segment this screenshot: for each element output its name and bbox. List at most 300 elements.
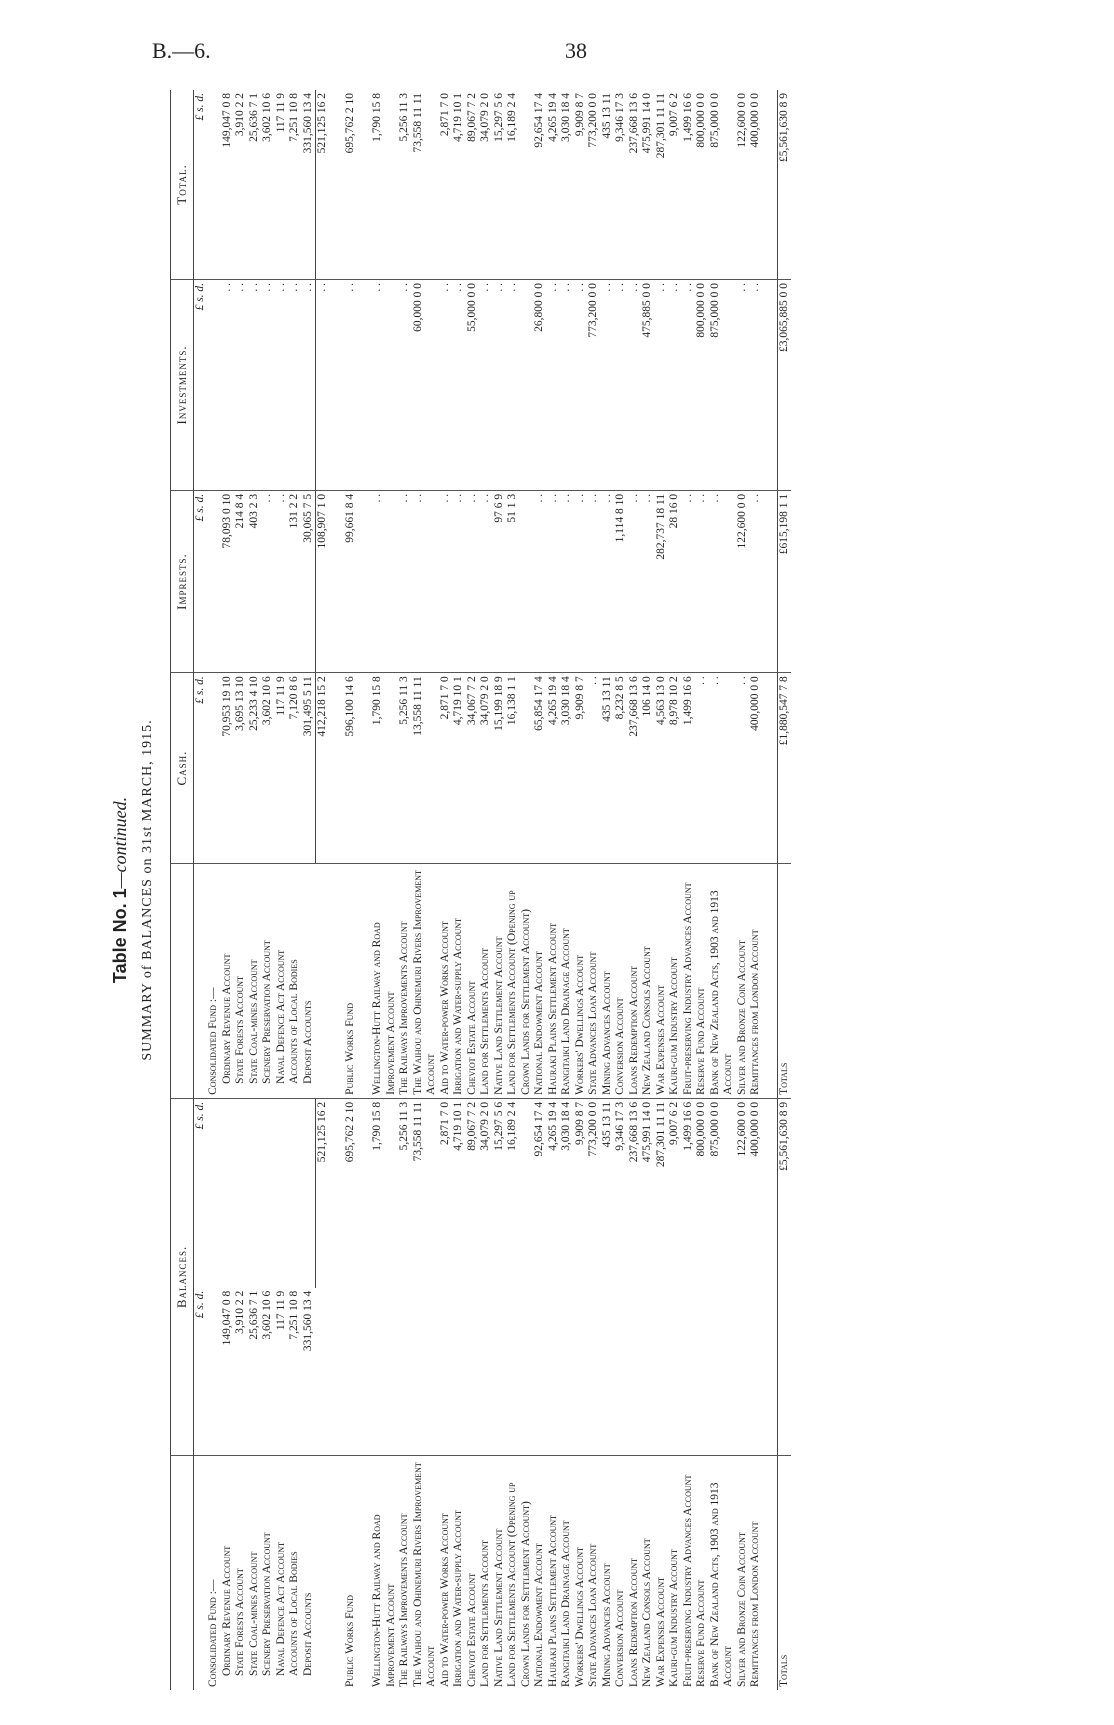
- page-section-code: B.—6.: [152, 38, 211, 63]
- account-name-repeat: Ordinary Revenue Account: [221, 863, 235, 1098]
- balance-amount: 400,000 0 0: [749, 1101, 761, 1157]
- blank: [357, 863, 371, 1098]
- blank: [357, 1456, 371, 1691]
- cash-amount: . .: [736, 673, 750, 864]
- investment-amount: . .: [261, 279, 275, 490]
- investment-amount: . .: [655, 279, 669, 490]
- account-row: [493, 90, 507, 1690]
- units-label: [193, 863, 207, 1098]
- account-name-repeat: Fruit-preserving Industry Advances Account: [682, 863, 696, 1098]
- blank: [763, 673, 778, 864]
- imprest-amount: . .: [371, 490, 398, 672]
- account-name: The Railways Improvements Account: [398, 1513, 410, 1687]
- imprest-amount: . .: [601, 490, 615, 672]
- inner-amount: [709, 1288, 736, 1456]
- investment-amount: 875,000 0 0: [709, 279, 736, 490]
- account-row: [371, 90, 398, 1690]
- account-name: State Advances Loan Account: [587, 1543, 599, 1687]
- investment-amount: . .: [560, 279, 574, 490]
- account-row: [614, 90, 628, 1690]
- balance-amount: [275, 1098, 289, 1287]
- imprest-amount: . .: [533, 490, 547, 672]
- account-name: Irrigation and Water-supply Account: [452, 1510, 464, 1687]
- cash-amount: 1,499 16 6: [682, 673, 696, 864]
- account-row: [547, 90, 561, 1690]
- investment-amount: . .: [234, 279, 248, 490]
- account-row: [628, 90, 642, 1690]
- col-investments: Investments.: [171, 279, 194, 490]
- blank: [763, 490, 778, 672]
- account-row: [736, 90, 750, 1690]
- blank: [330, 673, 344, 864]
- balance-amount: 2,871 7 0: [438, 1101, 451, 1145]
- total-amount: 1,499 16 6: [682, 90, 696, 279]
- investment-amount: . .: [493, 279, 507, 490]
- account-row: [452, 90, 466, 1690]
- inner-amount: [682, 1288, 696, 1456]
- account-row: [574, 90, 588, 1690]
- imprest-amount: £615,198 1 1: [777, 490, 791, 672]
- total-amount: 3,030 18 4: [560, 90, 574, 279]
- blank: [763, 1098, 778, 1287]
- imprest-amount: . .: [412, 490, 439, 672]
- total-amount: 4,719 10 1: [452, 90, 466, 279]
- account-name-repeat: Accounts of Local Bodies: [288, 863, 302, 1098]
- inner-amount: 7,251 10 8: [288, 1288, 302, 1456]
- inner-amount: 3,910 2 2: [234, 1288, 248, 1456]
- inner-amount: 331,560 13 4: [302, 1288, 316, 1456]
- units-label: £ s. d.: [193, 490, 207, 672]
- inner-amount: [601, 1288, 615, 1456]
- investment-amount: . .: [506, 279, 533, 490]
- account-name: Aid to Water-power Works Account: [438, 1513, 451, 1687]
- total-amount: 695,762 2 10: [344, 90, 358, 279]
- balance-amount: 4,265 19 4: [546, 1101, 559, 1151]
- balance-amount: 9,007 6 2: [668, 1101, 680, 1145]
- cash-amount: 301,495 5 11: [302, 673, 316, 864]
- imprest-amount: . .: [466, 490, 480, 672]
- account-name: Deposit Accounts: [301, 1592, 314, 1676]
- account-name-repeat: Deposit Accounts: [302, 863, 316, 1098]
- total-amount: 149,047 0 8: [221, 90, 235, 279]
- cash-amount: 7,120 8 6: [288, 673, 302, 864]
- investment-amount: . .: [547, 279, 561, 490]
- account-row: [439, 90, 453, 1690]
- inner-amount: [695, 1288, 709, 1456]
- account-row: [601, 90, 615, 1690]
- blank: [207, 90, 221, 279]
- blank: [330, 1456, 344, 1691]
- imprest-amount: . .: [261, 490, 275, 672]
- total-amount: 237,668 13 6: [628, 90, 642, 279]
- blank: [207, 1098, 221, 1287]
- spacer-row: [357, 90, 371, 1690]
- investment-amount: . .: [736, 279, 750, 490]
- imprest-amount: . .: [275, 490, 289, 672]
- total-amount: 5,256 11 3: [398, 90, 412, 279]
- account-name: Scenery Preservation Account: [261, 1532, 273, 1676]
- blank: [330, 279, 344, 490]
- balance-amount: 800,000 0 0: [695, 1101, 707, 1157]
- imprest-amount: . .: [709, 490, 736, 672]
- account-name-repeat: Totals: [777, 863, 791, 1098]
- col-imprests: Imprests.: [171, 490, 194, 672]
- total-amount: 9,007 6 2: [668, 90, 682, 279]
- units-label: £ s. d.: [193, 1288, 207, 1456]
- cash-amount: 400,000 0 0: [749, 673, 763, 864]
- cash-amount: 8,232 8 5: [614, 673, 628, 864]
- account-name-repeat: The Waihou and Ohinemuri Rivers Improvement Account: [412, 863, 439, 1098]
- blank: [357, 1288, 371, 1456]
- table-title: Table No. 1—continued.: [110, 796, 130, 984]
- total-amount: 15,297 5 6: [493, 90, 507, 279]
- balance-amount: [261, 1098, 275, 1287]
- balance-amount: 9,346 17 3: [614, 1101, 626, 1151]
- balance-amount: 475,991 14 0: [641, 1101, 653, 1163]
- blank: [207, 279, 221, 490]
- col-balances: Balances.: [171, 1098, 194, 1455]
- subtotal-balance: 521,125 16 2: [316, 1098, 330, 1287]
- account-name: Rangitaiki Land Drainage Account: [560, 1520, 572, 1687]
- blank: [330, 490, 344, 672]
- balance-amount: 92,654 17 4: [533, 1101, 545, 1157]
- investment-amount: . .: [628, 279, 642, 490]
- total-amount: 92,654 17 4: [533, 90, 547, 279]
- account-row: [412, 90, 439, 1690]
- units-label: [193, 1456, 207, 1691]
- account-name: Bank of New Zealand Acts, 1903 and 1913 Account: [708, 1482, 734, 1687]
- blank: [357, 90, 371, 279]
- account-name: Reserve Fund Account: [695, 1579, 707, 1687]
- account-name: The Waihou and Ohinemuri Rivers Improvement Account: [411, 1462, 437, 1687]
- cash-amount: 9,909 8 7: [574, 673, 588, 864]
- account-name-repeat: Irrigation and Water-supply Account: [452, 863, 466, 1098]
- account-name-repeat: Land for Settlements Account (Opening up Crown Lands for Settlement Account): [506, 863, 533, 1098]
- imprest-amount: . .: [749, 490, 763, 672]
- balance-amount: 695,762 2 10: [343, 1101, 356, 1163]
- balance-amount: 73,558 11 11: [411, 1101, 424, 1162]
- inner-amount: 149,047 0 8: [221, 1288, 235, 1456]
- account-name-repeat: Kauri-gum Industry Account: [668, 863, 682, 1098]
- inner-amount: [452, 1288, 466, 1456]
- imprest-amount: 122,600 0 0: [736, 490, 750, 672]
- total-amount: 34,079 2 0: [479, 90, 493, 279]
- cash-amount: 3,695 13 10: [234, 673, 248, 864]
- investment-amount: . .: [275, 279, 289, 490]
- balance-amount: £5,561,630 8 9: [777, 1098, 791, 1287]
- balance-amount: 237,668 13 6: [627, 1101, 640, 1163]
- account-name-repeat: Wellington-Hutt Railway and Road Improvement Account: [371, 863, 398, 1098]
- balance-amount: 122,600 0 0: [735, 1101, 748, 1157]
- imprest-amount: . .: [452, 490, 466, 672]
- account-name-repeat: Bank of New Zealand Acts, 1903 and 1913 Account: [709, 863, 736, 1098]
- cash-amount: 13,558 11 11: [412, 673, 439, 864]
- balance-amount: 89,067 7 2: [465, 1101, 478, 1151]
- cash-amount: 65,854 17 4: [533, 673, 547, 864]
- investment-amount: . .: [221, 279, 235, 490]
- inner-amount: [439, 1288, 453, 1456]
- spacer-row: [763, 90, 778, 1690]
- total-amount: 400,000 0 0: [749, 90, 763, 279]
- investment-amount: . .: [344, 279, 358, 490]
- subtotal-investments: . .: [316, 279, 330, 490]
- total-amount: 25,636 7 1: [248, 90, 262, 279]
- account-name-repeat: National Endowment Account: [533, 863, 547, 1098]
- account-name-repeat: Hauraki Plains Settlement Account: [547, 863, 561, 1098]
- blank: [316, 1288, 330, 1456]
- balance-amount: 875,000 0 0: [708, 1101, 721, 1157]
- total-amount: 1,790 15 8: [371, 90, 398, 279]
- blank: [207, 1288, 221, 1456]
- balance-amount: [302, 1098, 316, 1287]
- cash-amount: 5,256 11 3: [398, 673, 412, 864]
- account-name: Land for Settlements Account (Opening up Crown Lands for Settlement Account): [506, 1482, 532, 1687]
- consolidated-item-row: [288, 90, 302, 1690]
- account-row: [682, 90, 696, 1690]
- units-label: £ s. d.: [193, 279, 207, 490]
- investment-amount: 55,000 0 0: [466, 279, 480, 490]
- inner-amount: [506, 1288, 533, 1456]
- imprest-amount: . .: [574, 490, 588, 672]
- cash-amount: 34,067 7 2: [466, 673, 480, 864]
- cash-amount: 4,719 10 1: [452, 673, 466, 864]
- account-name: Accounts of Local Bodies: [288, 1551, 300, 1676]
- col-cash: Cash.: [171, 673, 194, 864]
- balance-amount: 5,256 11 3: [398, 1101, 410, 1151]
- imprest-amount: 99,661 8 4: [344, 490, 358, 672]
- cash-amount: £1,880,547 7 8: [777, 673, 791, 864]
- inner-amount: 3,602 10 6: [261, 1288, 275, 1456]
- account-name: Totals: [777, 1456, 791, 1691]
- account-name: Hauraki Plains Settlement Account: [546, 1514, 559, 1687]
- blank: [763, 863, 778, 1098]
- investment-amount: . .: [574, 279, 588, 490]
- inner-amount: [371, 1288, 398, 1456]
- balance-amount: 435 13 11: [600, 1101, 613, 1148]
- investment-amount: 60,000 0 0: [412, 279, 439, 490]
- balance-amount: 4,719 10 1: [452, 1101, 464, 1151]
- imprest-amount: 51 1 3: [506, 490, 533, 672]
- cash-amount: 16,138 1 1: [506, 673, 533, 864]
- rotated-table-page: [110, 90, 1110, 1690]
- investment-amount: £3,065,885 0 0: [777, 279, 791, 490]
- section-label: Consolidated Fund :—: [207, 1579, 219, 1687]
- blank: [330, 1098, 344, 1287]
- cash-amount: . .: [587, 673, 601, 864]
- cash-amount: 237,668 13 6: [628, 673, 642, 864]
- total-amount: 475,991 14 0: [641, 90, 655, 279]
- account-row: [479, 90, 493, 1690]
- consolidated-fund-header: [207, 90, 221, 1690]
- inner-amount: [668, 1288, 682, 1456]
- cash-amount: 117 11 9: [275, 673, 289, 864]
- total-amount: 9,346 17 3: [614, 90, 628, 279]
- account-name: Wellington-Hutt Railway and Road Improvement Account: [371, 1514, 397, 1687]
- account-name: Fruit-preserving Industry Advances Account: [681, 1474, 694, 1687]
- page-number: 38: [565, 38, 587, 63]
- col-total: Total.: [171, 90, 194, 279]
- account-name: Workers' Dwellings Account: [573, 1547, 586, 1687]
- imprest-amount: 97 6 9: [493, 490, 507, 672]
- account-name-repeat: The Railways Improvements Account: [398, 863, 412, 1098]
- account-name-repeat: Conversion Account: [614, 863, 628, 1098]
- investment-amount: . .: [439, 279, 453, 490]
- balance-amount: 287,301 11 11: [654, 1101, 667, 1168]
- total-amount: 3,602 10 6: [261, 90, 275, 279]
- imprest-amount: . .: [628, 490, 642, 672]
- account-row: [641, 90, 655, 1690]
- blank: [763, 1456, 778, 1691]
- subtotal-total: 521,125 16 2: [316, 90, 330, 279]
- inner-amount: [466, 1288, 480, 1456]
- total-amount: 3,910 2 2: [234, 90, 248, 279]
- balance-amount: [248, 1098, 262, 1287]
- imprest-amount: 403 2 3: [248, 490, 262, 672]
- account-row: [655, 90, 669, 1690]
- balance-amount: [234, 1098, 248, 1287]
- cash-amount: 596,100 14 6: [344, 673, 358, 864]
- investment-amount: . .: [682, 279, 696, 490]
- blank: [330, 90, 344, 279]
- blank: [316, 1456, 330, 1691]
- table-subtitle: SUMMARY of BALANCES on 31st MARCH, 1915.: [140, 719, 155, 1061]
- account-row: [695, 90, 709, 1690]
- imprest-amount: 214 8 4: [234, 490, 248, 672]
- investment-amount: 26,800 0 0: [533, 279, 547, 490]
- total-amount: 73,558 11 11: [412, 90, 439, 279]
- cash-amount: 34,079 2 0: [479, 673, 493, 864]
- account-name: Native Land Settlement Account: [492, 1528, 505, 1687]
- account-row: [587, 90, 601, 1690]
- consolidated-subtotal-row: [316, 90, 330, 1690]
- account-name-repeat: Silver and Bronze Coin Account: [736, 863, 750, 1098]
- account-name: Conversion Account: [614, 1589, 626, 1687]
- account-name-repeat: Remittances from London Account: [749, 863, 763, 1098]
- total-amount: 89,067 7 2: [466, 90, 480, 279]
- account-name: State Forests Account: [234, 1568, 246, 1676]
- imprest-amount: 28 16 0: [668, 490, 682, 672]
- account-name-repeat: Mining Advances Account: [601, 863, 615, 1098]
- account-name-repeat: State Advances Loan Account: [587, 863, 601, 1098]
- imprest-amount: . .: [547, 490, 561, 672]
- imprest-amount: . .: [641, 490, 655, 672]
- account-name: National Endowment Account: [533, 1543, 545, 1687]
- table-body: [193, 90, 791, 1690]
- inner-amount: [533, 1288, 547, 1456]
- account-name-repeat: State Coal-mines Account: [248, 863, 262, 1098]
- balances-table: [170, 90, 791, 1690]
- account-name-repeat: War Expenses Account: [655, 863, 669, 1098]
- account-name: Remittances from London Account: [749, 1521, 761, 1687]
- account-name: Cheviot Estate Account: [465, 1572, 478, 1687]
- subtotal-imprests: 108,907 1 0: [316, 490, 330, 672]
- consolidated-item-row: [248, 90, 262, 1690]
- imprest-amount: 282,737 18 11: [655, 490, 669, 672]
- blank: [207, 673, 221, 864]
- cash-amount: . .: [709, 673, 736, 864]
- total-amount: 16,189 2 4: [506, 90, 533, 279]
- account-row: [560, 90, 574, 1690]
- account-row: [533, 90, 547, 1690]
- blank: [763, 90, 778, 279]
- cash-amount: 3,030 18 4: [560, 673, 574, 864]
- total-amount: 2,871 7 0: [439, 90, 453, 279]
- cash-amount: 435 13 11: [601, 673, 615, 864]
- account-name-repeat: Scenery Preservation Account: [261, 863, 275, 1098]
- inner-amount: [614, 1288, 628, 1456]
- inner-amount: [344, 1288, 358, 1456]
- blank: [357, 279, 371, 490]
- total-amount: £5,561,630 8 9: [777, 90, 791, 279]
- balance-amount: 773,200 0 0: [587, 1101, 599, 1157]
- inner-amount: 25,636 7 1: [248, 1288, 262, 1456]
- account-row: [668, 90, 682, 1690]
- account-name: New Zealand Consols Account: [641, 1538, 653, 1687]
- total-amount: 773,200 0 0: [587, 90, 601, 279]
- investment-amount: . .: [371, 279, 398, 490]
- cash-amount: . .: [695, 673, 709, 864]
- total-amount: 9,909 8 7: [574, 90, 588, 279]
- investment-amount: . .: [302, 279, 316, 490]
- investment-amount: 800,000 0 0: [695, 279, 709, 490]
- cash-amount: 70,953 19 10: [221, 673, 235, 864]
- blank: [763, 1288, 778, 1456]
- inner-amount: [628, 1288, 642, 1456]
- imprest-amount: . .: [560, 490, 574, 672]
- account-name: Mining Advances Account: [600, 1563, 613, 1687]
- total-amount: 287,301 11 11: [655, 90, 669, 279]
- investment-amount: . .: [668, 279, 682, 490]
- inner-amount: [412, 1288, 439, 1456]
- account-name-repeat: Public Works Fund: [344, 863, 358, 1098]
- blank: [330, 863, 344, 1098]
- imprest-amount: 30,065 7 5: [302, 490, 316, 672]
- inner-amount: [493, 1288, 507, 1456]
- total-amount: 7,251 10 8: [288, 90, 302, 279]
- consolidated-item-row: [221, 90, 235, 1690]
- investment-amount: . .: [398, 279, 412, 490]
- inner-amount: 117 11 9: [275, 1288, 289, 1456]
- totals-row: [777, 90, 791, 1690]
- inner-amount: [749, 1288, 763, 1456]
- cash-amount: 1,790 15 8: [371, 673, 398, 864]
- blank: [357, 1098, 371, 1287]
- blank: [357, 673, 371, 864]
- blank: [330, 1288, 344, 1456]
- account-row: [466, 90, 480, 1690]
- investment-amount: . .: [248, 279, 262, 490]
- total-amount: 435 13 11: [601, 90, 615, 279]
- account-name-repeat: Reserve Fund Account: [695, 863, 709, 1098]
- total-amount: 4,265 19 4: [547, 90, 561, 279]
- inner-amount: [641, 1288, 655, 1456]
- balance-amount: 16,189 2 4: [506, 1101, 518, 1151]
- cash-amount: 3,602 10 6: [261, 673, 275, 864]
- account-name: State Coal-mines Account: [247, 1551, 260, 1676]
- account-row: [709, 90, 736, 1690]
- units-label: £ s. d.: [193, 1101, 206, 1130]
- account-name: Land for Settlements Account: [479, 1539, 491, 1687]
- cash-amount: 25,233 4 10: [248, 673, 262, 864]
- inner-amount: [777, 1288, 791, 1456]
- inner-amount: [560, 1288, 574, 1456]
- cash-amount: 2,871 7 0: [439, 673, 453, 864]
- account-name: War Expenses Account: [654, 1577, 667, 1687]
- imprest-amount: . .: [682, 490, 696, 672]
- account-name-repeat: Aid to Water-power Works Account: [439, 863, 453, 1098]
- imprest-amount: . .: [398, 490, 412, 672]
- inner-amount: [587, 1288, 601, 1456]
